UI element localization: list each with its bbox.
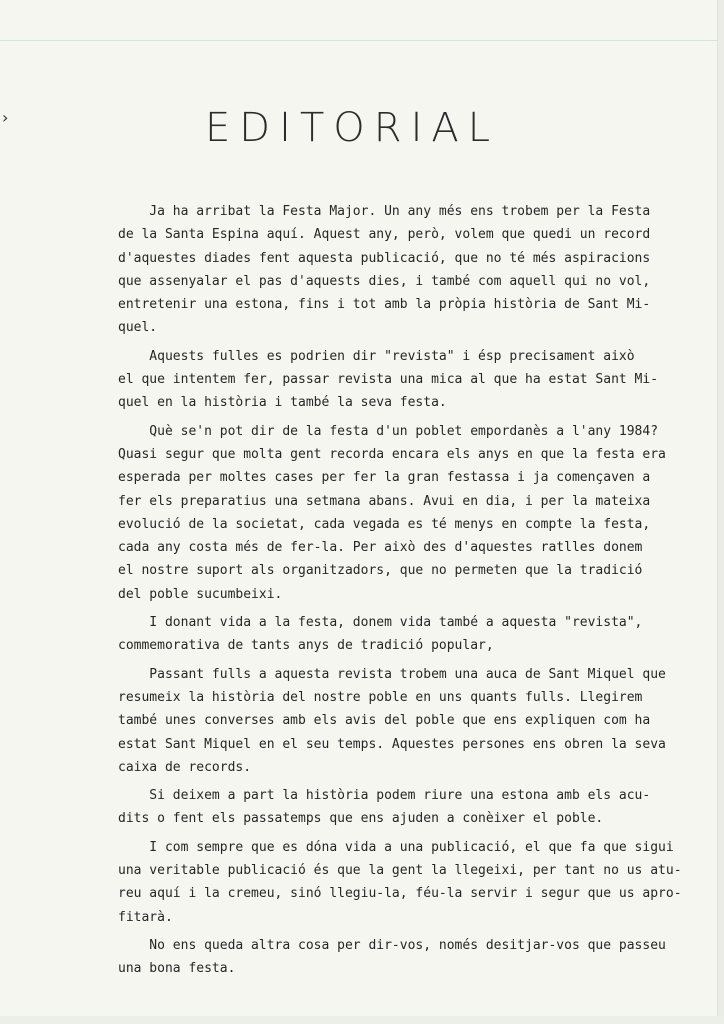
text-line: evolució de la societat, cada vegada es té menys en compte la festa, [118, 516, 651, 532]
text-line: I donant vida a la festa, donem vida també a aquesta "revista", [118, 615, 643, 631]
scan-top-line [0, 40, 724, 41]
text-line: resumeix la història del nostre poble en uns quants fulls. Llegirem [118, 689, 643, 705]
text-line: el nostre suport als organitzadors, que no permeten que la tradició [118, 563, 643, 579]
paragraph [118, 611, 643, 658]
scan-bottom-edge [0, 1016, 724, 1024]
text-line: que assenyalar el pas d'aquests dies, i també com aquell qui no vol, [118, 273, 651, 289]
text-line: Passant fulls a aquesta revista trobem una auca de Sant Miquel que [118, 666, 666, 682]
text-line: de la Santa Espina aquí. Aquest any, però, volem que quedi un record [118, 227, 651, 243]
text-line: una veritable publicació és que la gent la llegeixi, per tant no us atu- [118, 863, 682, 879]
text-line: també unes converses amb els avis del poble que ens expliquen com ha [118, 713, 651, 729]
margin-mark: › [2, 108, 9, 127]
text-line: Si deixem a part la història podem riure una estona amb els acu- [118, 788, 651, 804]
scan-right-edge [717, 0, 724, 1024]
text-line: caixa de records. [118, 759, 252, 775]
text-line: d'aquestes diades fent aquesta publicació, que no té més aspiracions [118, 250, 651, 266]
text-line: reu aquí i la cremeu, sinó llegiu-la, féu-la servir i segur que us apro- [118, 886, 682, 902]
editorial-body [118, 200, 682, 986]
text-line: una bona festa. [118, 961, 236, 977]
text-line: Quasi segur que molta gent recorda encara els anys en que la festa era [118, 446, 666, 462]
paragraph [118, 663, 666, 779]
text-line: fer els preparatius una setmana abans. Avui en dia, i per la mateixa [118, 493, 651, 509]
text-line: commemorativa de tants anys de tradició popular, [118, 638, 494, 654]
text-line: quel en la història i també la seva festa. [118, 395, 447, 411]
text-line: quel. [118, 320, 158, 336]
text-line: dits o fent els passatemps que ens ajuden a conèixer el poble. [118, 811, 604, 827]
text-line: estat Sant Miquel en el seu temps. Aquestes persones ens obren la seva [118, 736, 666, 752]
page-title: EDITORIAL [205, 105, 500, 151]
paragraph [118, 836, 682, 929]
text-line: entretenir una estona, fins i tot amb la pròpia història de Sant Mi- [118, 297, 651, 313]
text-line: fitarà. [118, 909, 173, 925]
text-line: Ja ha arribat la Festa Major. Un any més ens trobem per la Festa [118, 204, 651, 219]
text-line: cada any costa més de fer-la. Per això des d'aquestes ratlles donem [118, 540, 643, 556]
paragraph [118, 200, 651, 340]
paragraph [118, 420, 666, 606]
paragraph [118, 934, 666, 981]
text-line: Aquests fulles es podrien dir "revista" i ésp precisament això [118, 348, 635, 364]
paragraph [118, 784, 651, 831]
text-line: I com sempre que es dóna vida a una publicació, el que fa que sigui [118, 839, 674, 855]
paragraph [118, 345, 659, 415]
text-line: Què se'n pot dir de la festa d'un poblet empordanès a l'any 1984? [118, 423, 659, 439]
text-line: del poble sucumbeixi. [118, 586, 283, 602]
text-line: esperada per moltes cases per fer la gran festassa i ja començaven a [118, 470, 651, 486]
text-line: el que intentem fer, passar revista una mica al que ha estat Sant Mi- [118, 372, 659, 388]
text-line: No ens queda altra cosa per dir-vos, només desitjar-vos que passeu [118, 937, 666, 953]
